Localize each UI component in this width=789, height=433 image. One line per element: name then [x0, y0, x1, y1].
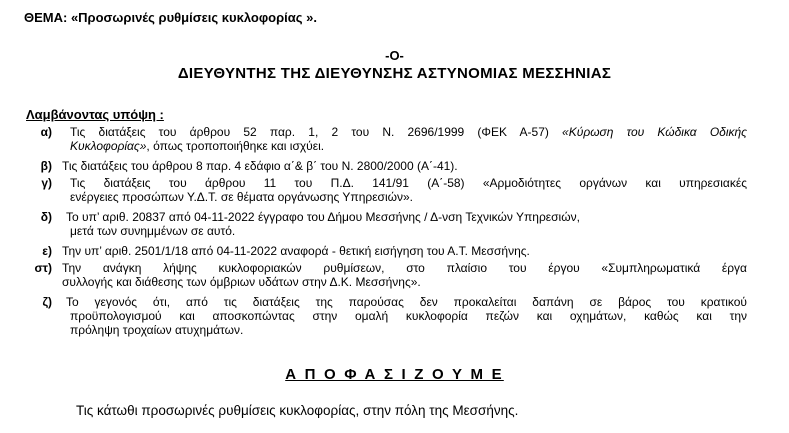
item-line: προϋπολογισμού και αποσκοπώντας στην ομαλή κυκλοφορία πεζών και οχημάτων, καθώς και την — [70, 309, 747, 323]
item-line: Την ανάγκη λήψης κυκλοφοριακών ρυθμίσεων, στο πλαίσιο του έργου «Συμπληρωματικά έργα — [62, 261, 747, 275]
item-line: ενέργειες προσώπων Υ.Δ.Τ. σε θέματα οργάνωσης Υπηρεσιών». — [70, 190, 413, 204]
authority-mark: -Ο- — [385, 48, 404, 63]
subject-line: ΘΕΜΑ: «Προσωρινές ρυθμίσεις κυκλοφορίας ». — [24, 10, 317, 25]
item-marker: ζ) — [42, 295, 52, 309]
item-marker: α) — [40, 125, 52, 139]
item-marker: δ) — [40, 210, 52, 224]
item-line: Το υπ’ αριθ. 20837 από 04-11-2022 έγγραφο του Δήμου Μεσσήνης / Δ-νση Τεχνικών Υπηρεσιών, — [66, 210, 580, 224]
item-line: Την υπ’ αριθ. 2501/1/18 από 04-11-2022 αναφορά - θετική εισήγηση του Α.Τ. Μεσσήνης. — [62, 244, 530, 258]
decision-heading: Α Π Ο Φ Α Σ Ι Ζ Ο Υ Μ Ε — [285, 366, 504, 383]
item-marker: στ) — [34, 261, 52, 275]
considering-heading: Λαμβάνοντας υπόψη : — [26, 107, 164, 122]
item-marker: ε) — [42, 244, 52, 258]
item-line: Τις διατάξεις του άρθρου 11 του Π.Δ. 141/91 (Α΄-58) «Αρμοδιότητες οργάνων και υπηρεσιακές — [70, 176, 747, 190]
item-marker: β) — [40, 159, 52, 173]
issuing-authority-title: ΔΙΕΥΘΥΝΤΗΣ ΤΗΣ ΔΙΕΥΘΥΝΣΗΣ ΑΣΤΥΝΟΜΙΑΣ ΜΕΣΣΗΝΙΑΣ — [177, 65, 612, 82]
item-line: πρόληψη τροχαίων ατυχημάτων. — [70, 323, 244, 337]
item-line: Κυκλοφορίας», όπως τροποποιήθηκε και ισχύει. — [70, 139, 325, 153]
item-line: μετά των συνημμένων σε αυτό. — [70, 224, 236, 238]
item-line: Τις διατάξεις του άρθρου 52 παρ. 1, 2 του Ν. 2696/1999 (ΦΕΚ Α-57) «Κύρωση του Κώδικα Οδικής — [70, 125, 747, 139]
item-line: Τις διατάξεις του άρθρου 8 παρ. 4 εδάφιο α΄& β΄ του Ν. 2800/2000 (Α΄-41). — [62, 159, 458, 173]
item-line: συλλογής και διάθεσης των όμβριων υδάτων στην Δ.Κ. Μεσσήνης». — [62, 275, 421, 289]
item-marker: γ) — [41, 176, 52, 190]
conclusion-text: Τις κάτωθι προσωρινές ρυθμίσεις κυκλοφορίας, στην πόλη της Μεσσήνης. — [76, 403, 519, 418]
item-line: Το γεγονός ότι, από τις διατάξεις της παρούσας δεν προκαλείται δαπάνη σε βάρος του κρατικού — [66, 295, 747, 309]
